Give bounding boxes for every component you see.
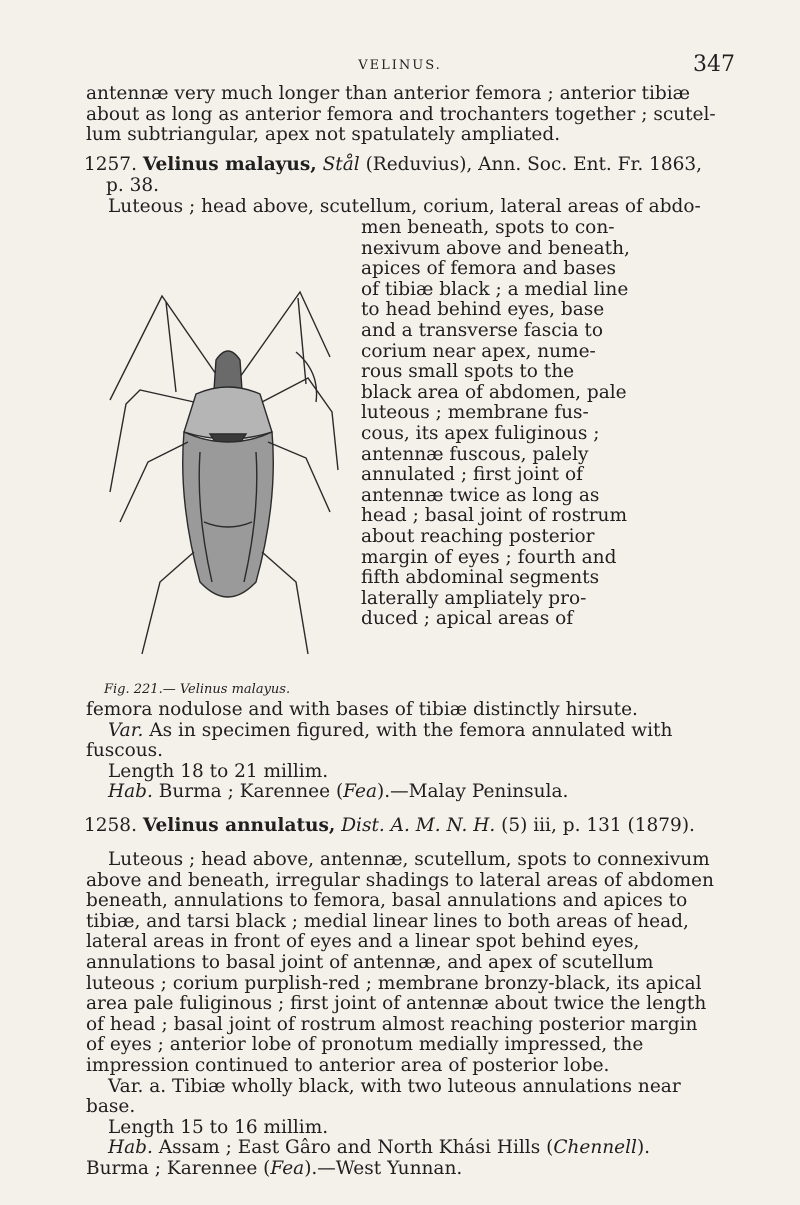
hab-text: Assam ; East Gâro and North Khási Hills (: [158, 1137, 554, 1159]
intro-line: antennæ very much longer than anterior femora ; anterior tibiæ: [86, 83, 691, 104]
citation: (Reduvius), Ann. Soc. Ent. Fr. 1863,: [365, 154, 703, 175]
wrap-line: and a transverse fascia to: [361, 319, 603, 341]
desc-line: of eyes ; anterior lobe of pronotum medially impressed, the: [86, 1034, 644, 1056]
entry-1257-desc-start: Luteous ; head above, scutellum, corium, lateral areas of abdo-: [108, 196, 701, 217]
intro-line: about as long as anterior femora and trochanters together ; scutel-: [86, 103, 716, 125]
figure-caption: Fig. 221.— Velinus malayus.: [104, 682, 291, 697]
wrap-line: antennæ twice as long as: [361, 484, 600, 506]
desc-line: luteous ; corium purplish-red ; membrane bronzy-black, its apical: [86, 972, 702, 994]
wrap-line: head ; basal joint of rostrum: [361, 505, 628, 527]
after-wrap-line: femora nodulose and with bases of tibiæ distinctly hirsute.: [86, 699, 638, 720]
variety-line: Var. a. Tibiæ wholly black, with two luteous annulations near: [108, 1075, 681, 1097]
length-line: Length 18 to 21 millim.: [108, 760, 329, 782]
velinus-malayus-figure: [100, 282, 360, 682]
hab-text-end: ).—West Yunnan.: [304, 1157, 463, 1179]
wrap-line: nexivum above and beneath,: [361, 237, 630, 259]
species-name: Velinus malayus,: [142, 154, 317, 175]
desc-line: above and beneath, irregular shadings to lateral areas of abdomen: [86, 869, 714, 891]
hab-text: Burma ; Karennee (: [158, 781, 344, 803]
desc-line: beneath, annulations to femora, basal annulations and apices to: [86, 890, 688, 912]
running-head: VELINUS.: [358, 58, 442, 73]
wrap-line: to head behind eyes, base: [361, 299, 605, 321]
desc-line: tibiæ, and tarsi black ; medial linear lines to both areas of head,: [86, 910, 689, 932]
entry-1257-heading: [84, 155, 734, 196]
desc-line: lateral areas in front of eyes and a linear spot behind eyes,: [86, 931, 640, 953]
wrap-line: about reaching posterior: [361, 525, 595, 547]
wrap-line: black area of abdomen, pale: [361, 381, 627, 403]
hab-text: Burma ; Karennee (: [86, 1157, 271, 1179]
intro-line: lum subtriangular, apex not spatulately ampliated.: [86, 124, 561, 146]
wrap-text-column: [361, 218, 739, 630]
wrap-line: fifth abdominal segments: [361, 567, 600, 589]
variety-line-cont: base.: [86, 1096, 136, 1118]
wrap-line: annulated ; first joint of: [361, 464, 583, 486]
intro-paragraph: [86, 84, 736, 146]
desc-line: Luteous ; head above, antennæ, scutellum, spots to connexivum: [108, 849, 710, 870]
author: Stål: [322, 154, 360, 175]
entry-1258-description: [86, 850, 736, 1180]
hab-text-end: ).: [636, 1137, 651, 1159]
desc-line: of head ; basal joint of rostrum almost reaching posterior margin: [86, 1013, 698, 1035]
hab-collector: Fea: [343, 781, 377, 803]
entry-number: 1257.: [84, 154, 137, 175]
entry-1257-continuation: [86, 700, 736, 803]
wrap-line: laterally ampliately pro-: [361, 587, 587, 609]
wrap-line: men beneath, spots to con-: [361, 217, 615, 238]
species-name: Velinus annulatus,: [142, 815, 336, 836]
hab-label: Hab.: [108, 1137, 153, 1159]
habitat-line: [86, 782, 736, 803]
var-text-cont: fuscous.: [86, 740, 164, 762]
entry-1258-heading: [84, 816, 734, 837]
page-number: 347: [693, 52, 735, 77]
hab-collector: Fea: [270, 1157, 305, 1179]
wrap-line: antennæ fuscous, palely: [361, 443, 589, 465]
wrap-line: apices of femora and bases: [361, 258, 617, 280]
wrap-line: corium near apex, nume-: [361, 340, 596, 362]
variety-line: [86, 721, 736, 742]
entry-number: 1258.: [84, 815, 137, 836]
wrap-line: cous, its apex fuliginous ;: [361, 422, 600, 444]
desc-line: annulations to basal joint of antennæ, and apex of scutellum: [86, 951, 654, 973]
citation: Dist. A. M. N. H.: [341, 815, 496, 836]
var-text: As in specimen figured, with the femora annulated with: [149, 719, 673, 741]
wrap-line: of tibiæ black ; a medial line: [361, 278, 629, 300]
wrap-line: margin of eyes ; fourth and: [361, 546, 617, 568]
desc-line: area pale fuliginous ; first joint of antennæ about twice the length: [86, 993, 707, 1015]
wrap-line: luteous ; membrane fus-: [361, 402, 589, 424]
var-label: Var.: [108, 719, 144, 741]
citation-cont: (5) iii, p. 131 (1879).: [501, 815, 695, 836]
length-line: Length 15 to 16 millim.: [108, 1116, 329, 1138]
habitat-line-2: [86, 1159, 736, 1180]
habitat-line: [86, 1138, 736, 1159]
hab-label: Hab.: [108, 781, 153, 803]
wrap-line: duced ; apical areas of: [361, 608, 574, 630]
hab-collector: Chennell: [553, 1137, 637, 1159]
hab-text-end: ).—Malay Peninsula.: [376, 781, 569, 803]
wrap-line: rous small spots to the: [361, 361, 575, 383]
page-ref: p. 38.: [106, 174, 160, 196]
desc-line: impression continued to anterior area of posterior lobe.: [86, 1054, 610, 1076]
